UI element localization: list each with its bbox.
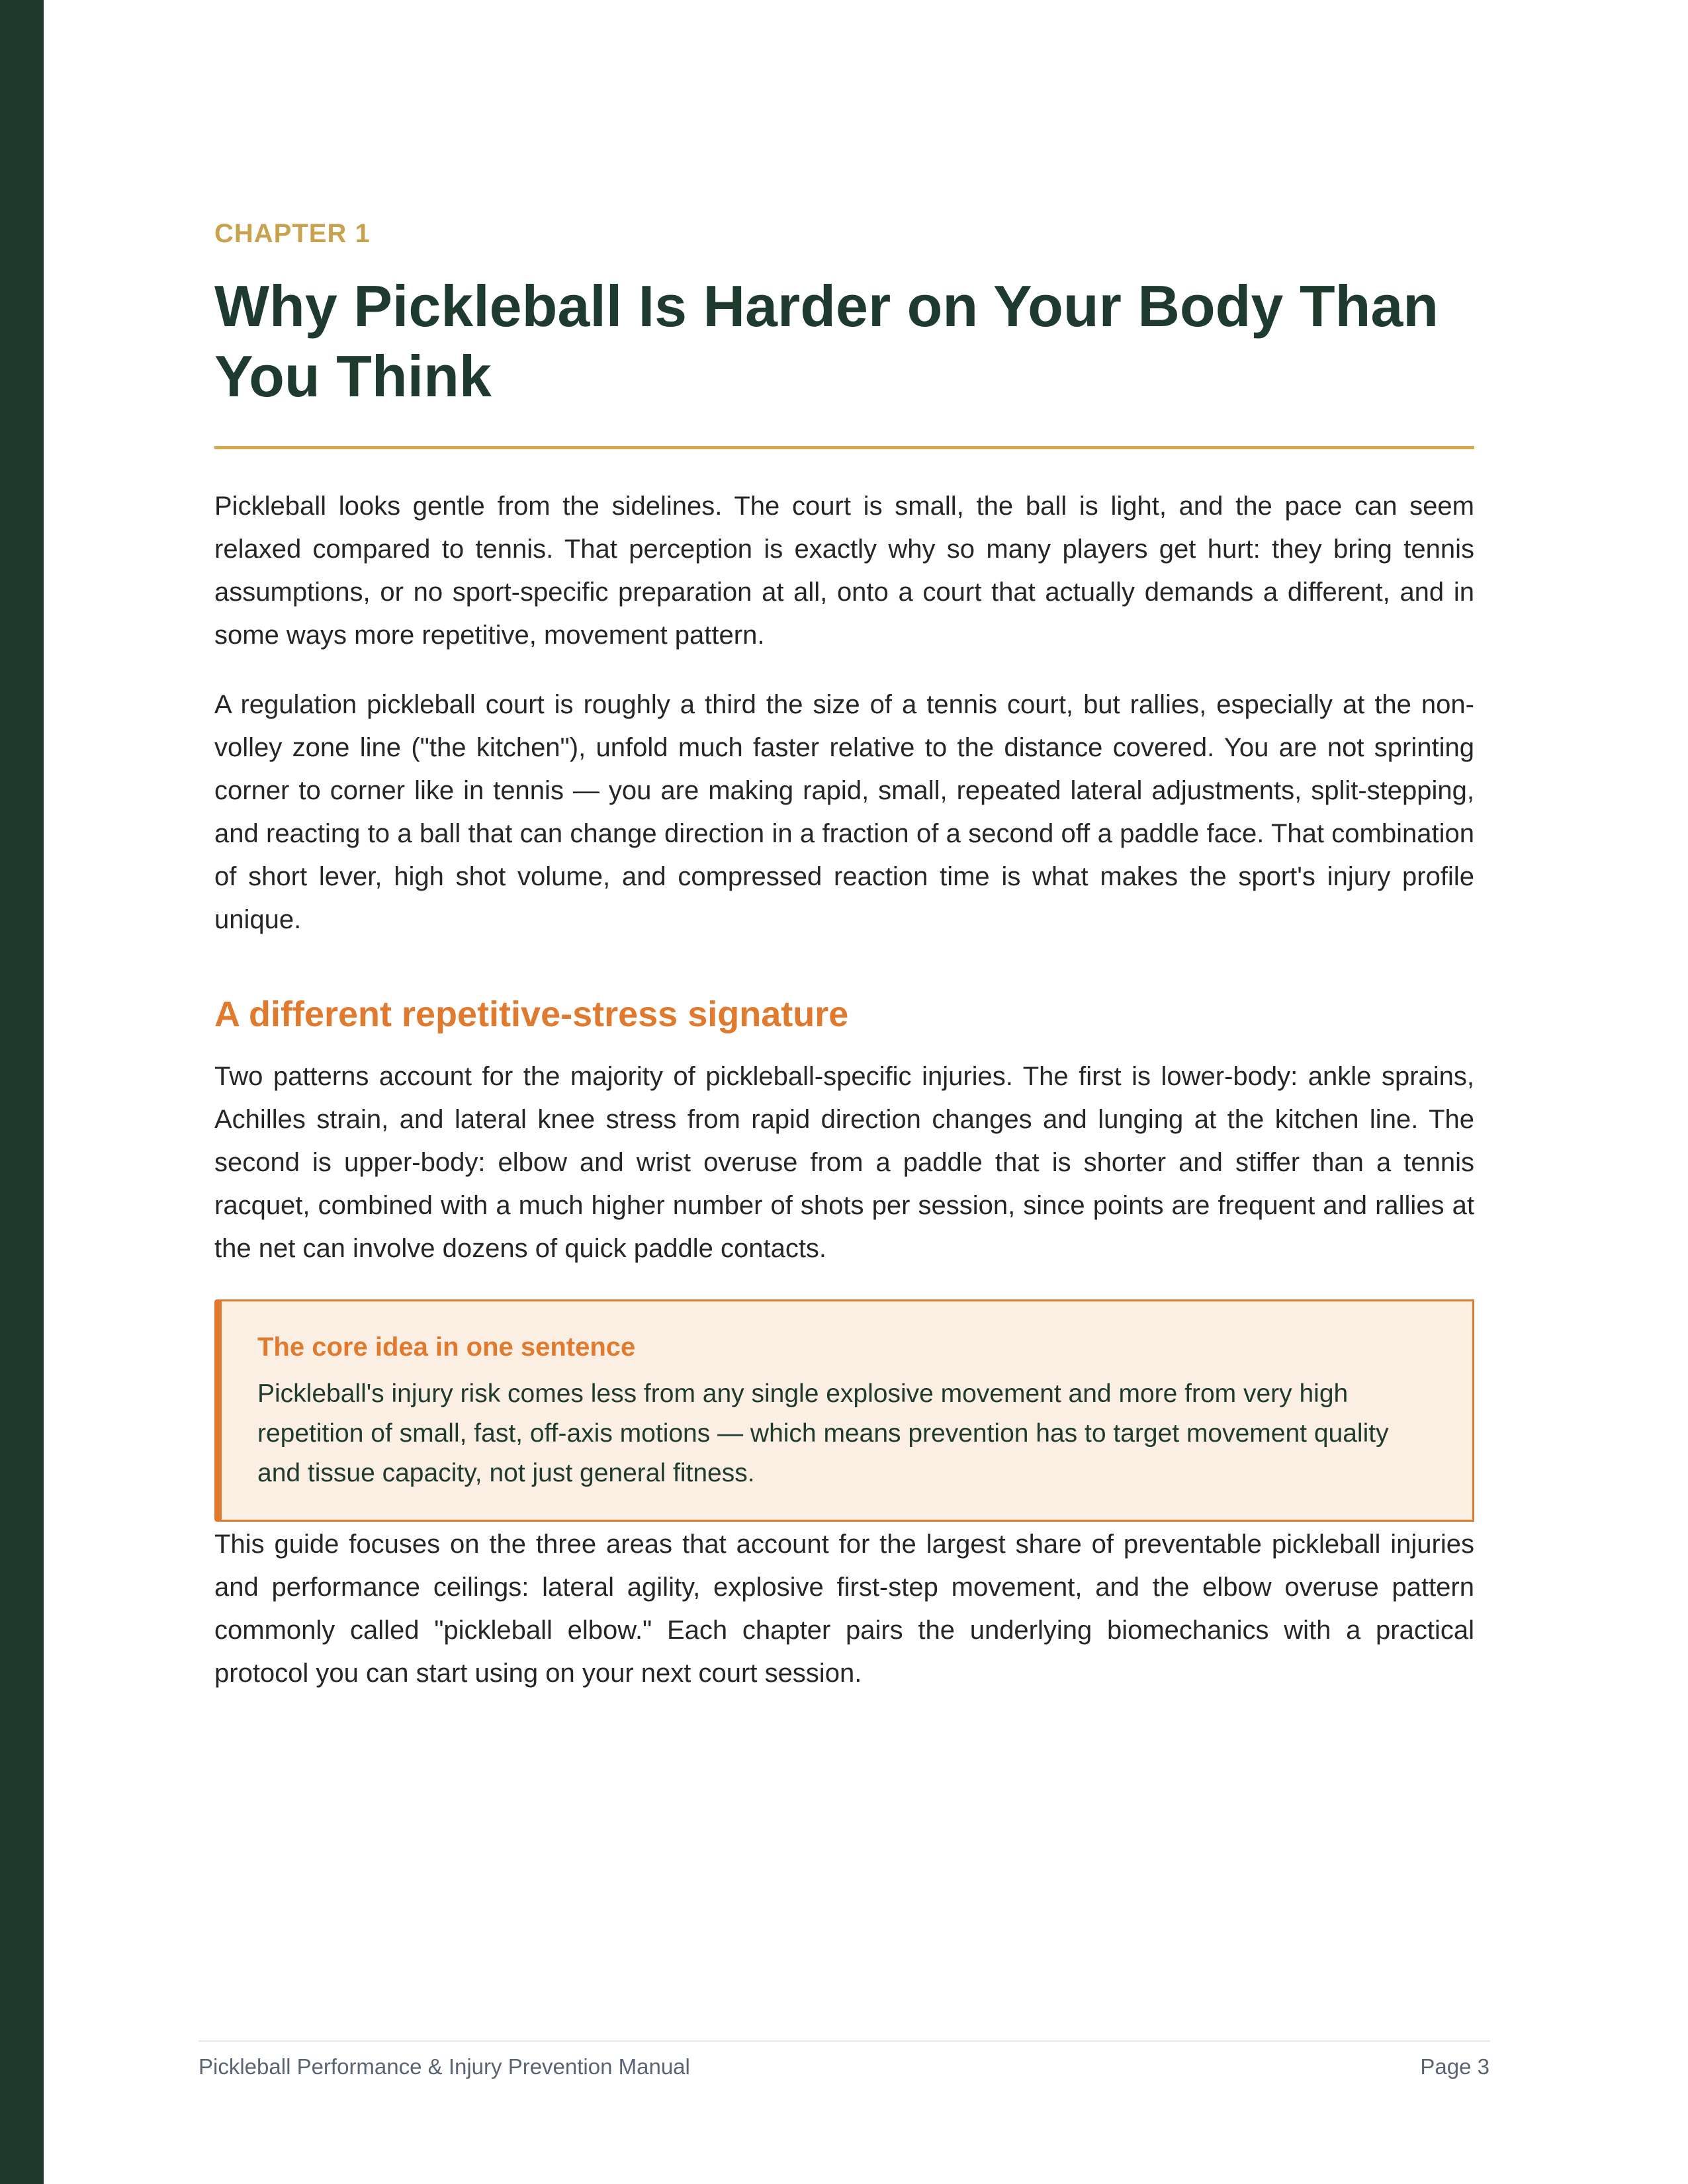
footer-page-number: Page 3: [1420, 2054, 1489, 2079]
chapter-title: Why Pickleball Is Harder on Your Body Than You Think: [214, 273, 1439, 409]
injury-patterns-paragraph: Two patterns account for the majority of pickleball-specific injuries. The first is lower-body: ankle sprains, Achilles strain, and lateral knee stress from rapid direction changes and lunging at the kitchen line. The second is upper-body: elbow and wrist overuse from a paddle that is shorter and stiffer than a tennis racquet, combined with a much higher number of shots per session, since points are frequent and rallies at the net can involve dozens of quick paddle contacts.: [214, 1062, 1474, 1263]
court-paragraph: A regulation pickleball court is roughly a third the size of a tennis court, but rallies, especially at the non-volley zone line ("the kitchen"), unfold much faster relative to the distance covered. You are not sprinting corner to corner like in tennis — you are making rapid, small, repeated lateral adjustments, split-stepping, and reacting to a ball that can change direction in a fraction of a second off a paddle face. That combination of short lever, high shot volume, and compressed reaction time is what makes the sport's injury profile unique.: [214, 690, 1474, 934]
core-idea-callout: [214, 1299, 1474, 1522]
intro-paragraph: Pickleball looks gentle from the sidelines. The court is small, the ball is light, and the pace can seem relaxed compared to tennis. That perception is exactly why so many players get hurt: they bring tennis assumptions, or no sport-specific preparation at all, onto a court that actually demands a different, and in some ways more repetitive, movement pattern.: [214, 492, 1474, 650]
page-side-bar: [0, 0, 44, 2184]
callout-text: Pickleball's injury risk comes less from any single explosive movement and more from very high repetition of small, fast, off-axis motions — which means prevention has to target movement quality and tissue capacity, not just general fitness.: [257, 1379, 1389, 1487]
footer-divider: [199, 2040, 1490, 2042]
footer-manual-title: Pickleball Performance & Injury Prevention Manual: [199, 2054, 690, 2079]
section-heading: A different repetitive-stress signature: [214, 994, 849, 1034]
callout-title: The core idea in one sentence: [257, 1332, 636, 1362]
title-divider: [214, 446, 1474, 449]
page-content: [214, 212, 1474, 1695]
guide-focus-paragraph: This guide focuses on the three areas that account for the largest share of preventable pickleball injuries and performance ceilings: lateral agility, explosive first-step movement, and the elbow overuse pattern commonly called "pickleball elbow." Each chapter pairs the underlying biomechanics with a practical protocol you can start using on your next court session.: [214, 1530, 1474, 1688]
chapter-label: CHAPTER 1: [214, 219, 371, 248]
